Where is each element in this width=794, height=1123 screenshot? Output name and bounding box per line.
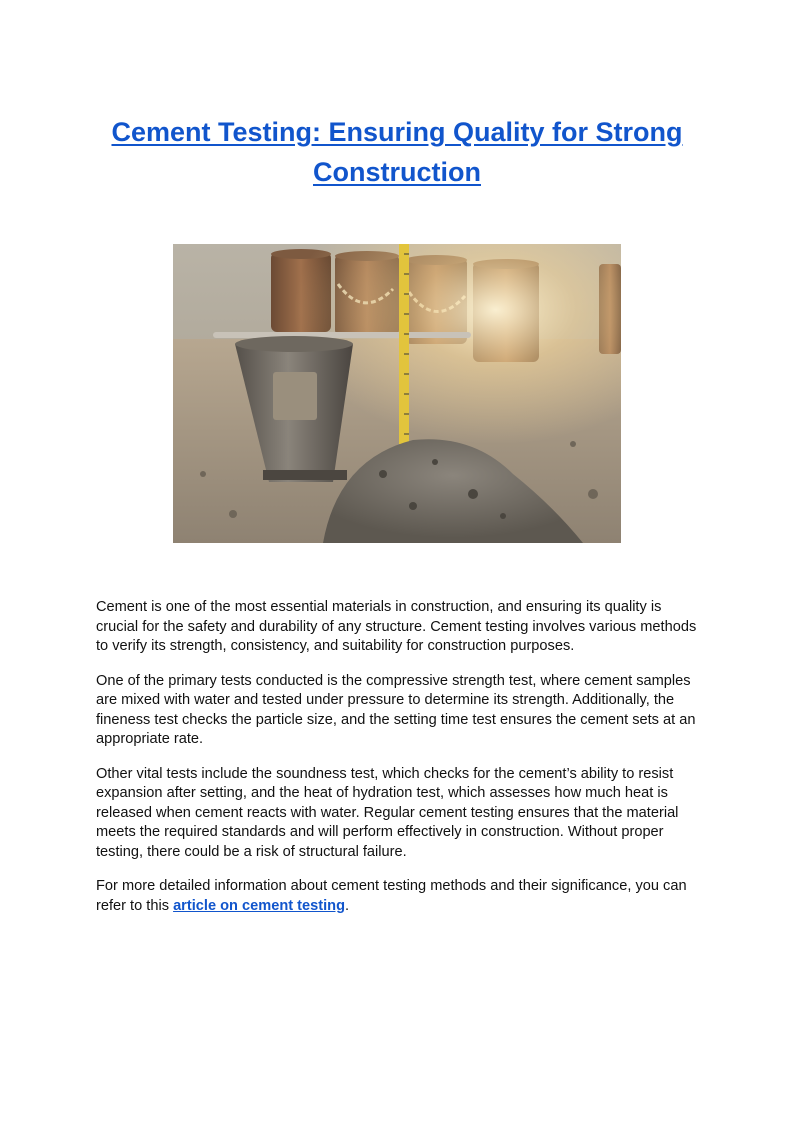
paragraph-closing — [96, 877, 706, 916]
document-title[interactable]: Cement Testing: Ensuring Quality for Strong Construction — [111, 117, 683, 187]
cement-slump-test-photo — [173, 244, 621, 543]
measuring-tape — [399, 244, 409, 444]
paragraph-other-tests: Other vital tests include the soundness test, which checks for the cement’s ability to resist expansion after setting, and the heat of hydration test, which assesses how much heat is released when cement reacts with water. Regular cement testing ensures that the material meets the required standards and will perform effectively in construction. Without proper testing, there could be a risk of structural failure. — [96, 765, 679, 860]
paragraph-primary-tests: One of the primary tests conducted is the compressive strength test, where cement samples are mixed with water and tested under pressure to determine its strength. Additionally, the fineness test checks the particle size, and the setting time test ensures the cement sets at an appropriate rate. — [96, 672, 696, 747]
article-link[interactable]: article on cement testing — [173, 897, 345, 914]
paragraph-intro: Cement is one of the most essential materials in construction, and ensuring its quality is crucial for the safety and durability of any structure. Cement testing involves various methods to verify its strength, consistency, and suitability for construction purposes. — [96, 599, 697, 654]
closing-suffix: . — [345, 897, 350, 914]
closing-prefix: For more detailed information about cement testing methods and their significance, you can refer to this — [96, 878, 687, 914]
article-body — [96, 598, 706, 931]
